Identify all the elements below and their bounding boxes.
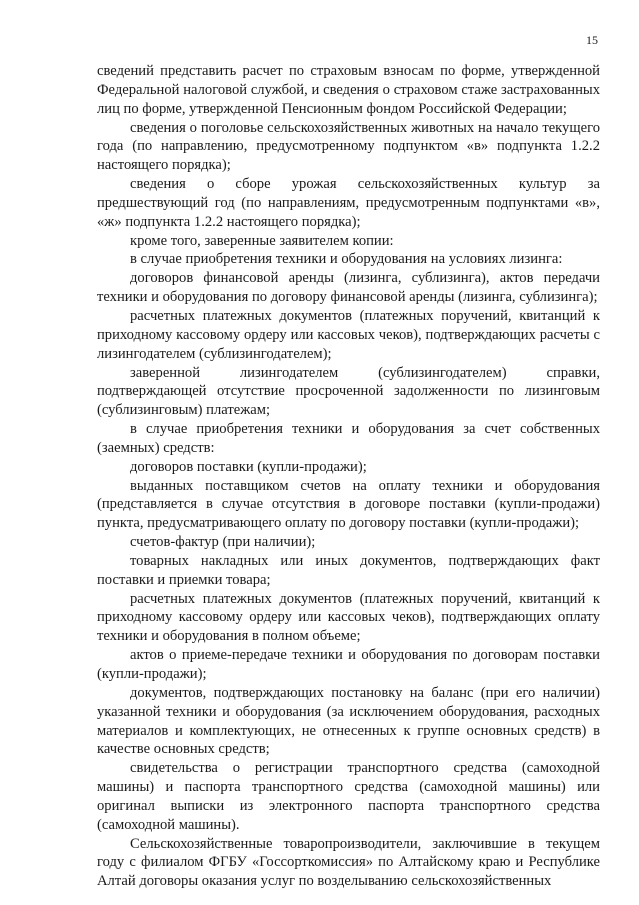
paragraph: сведений представить расчет по страховым взносам по форме, утвержденной Федеральной налоговой службой, и сведения о страховом стаже застрахованных лиц по форме, утвержденной Пенсионным фондом Российской Федерации; — [97, 63, 600, 117]
paragraph: кроме того, заверенные заявителем копии: — [130, 232, 394, 249]
paragraph: актов о приеме-передаче техники и оборудования по договорам поставки (купли-продажи); — [97, 647, 600, 682]
paragraph: выданных поставщиком счетов на оплату техники и оборудования (представляется в случае отсутствия в договоре поставки (купли-продажи) пункта, предусматривающего оплату по договору поставки (купли-продажи); — [97, 477, 600, 532]
paragraph: Сельскохозяйственные товаропроизводители, заключившие в текущем году с филиалом ФГБУ «Госсорткомиссия» по Алтайскому краю и Республике Алтай договоры оказания услуг по возделыванию сельскохозяйственных — [97, 835, 600, 890]
paragraph: расчетных платежных документов (платежных поручений, квитанций к приходному кассовому ордеру или кассовых чеков), подтверждающих оплату техники и оборудования в полном объеме; — [97, 590, 600, 645]
document-body — [97, 62, 600, 891]
paragraph: счетов-фактур (при наличии); — [130, 534, 316, 551]
page-number: 15 — [586, 33, 598, 47]
paragraph: заверенной лизингодателем (сублизингодателем) справки, подтверждающей отсутствие просроченной задолженности по лизинговым (сублизинговым) платежам; — [97, 364, 600, 419]
paragraph: договоров поставки (купли-продажи); — [130, 458, 367, 475]
paragraph: сведения о сборе урожая сельскохозяйственных культур за предшествующий год (по направлениям, предусмотренным подпунктами «в», «ж» подпункта 1.2.2 настоящего порядка); — [97, 176, 600, 230]
paragraph: в случае приобретения техники и оборудования за счет собственных (заемных) средств: — [97, 421, 600, 456]
paragraph: договоров финансовой аренды (лизинга, сублизинга), актов передачи техники и оборудования по договору финансовой аренды (лизинга, сублизинга); — [97, 270, 600, 306]
paragraph: свидетельства о регистрации транспортного средства (самоходной машины) и паспорта транспортного средства (самоходной машины) или оригинал выписки из электронного паспорта транспортного средства (самоходной машины). — [97, 760, 600, 833]
paragraph: расчетных платежных документов (платежных поручений, квитанций к приходному кассовому ордеру или кассовых чеков), подтверждающих расчеты с лизингодателем (сублизингодателем); — [97, 307, 600, 362]
paragraph: сведения о поголовье сельскохозяйственных животных на начало текущего года (по направлению, предусмотренному подпунктом «в» подпункта 1.2.2 настоящего порядка); — [97, 119, 600, 174]
paragraph: документов, подтверждающих постановку на баланс (при его наличии) указанной техники и оборудования (за исключением оборудования, расходных материалов и комплектующих, не отнесенных к группе основных средств) в качестве основных средств; — [97, 684, 600, 758]
paragraph: в случае приобретения техники и оборудования на условиях лизинга: — [130, 251, 563, 268]
paragraph: товарных накладных или иных документов, подтверждающих факт поставки и приемки товара; — [97, 552, 600, 588]
